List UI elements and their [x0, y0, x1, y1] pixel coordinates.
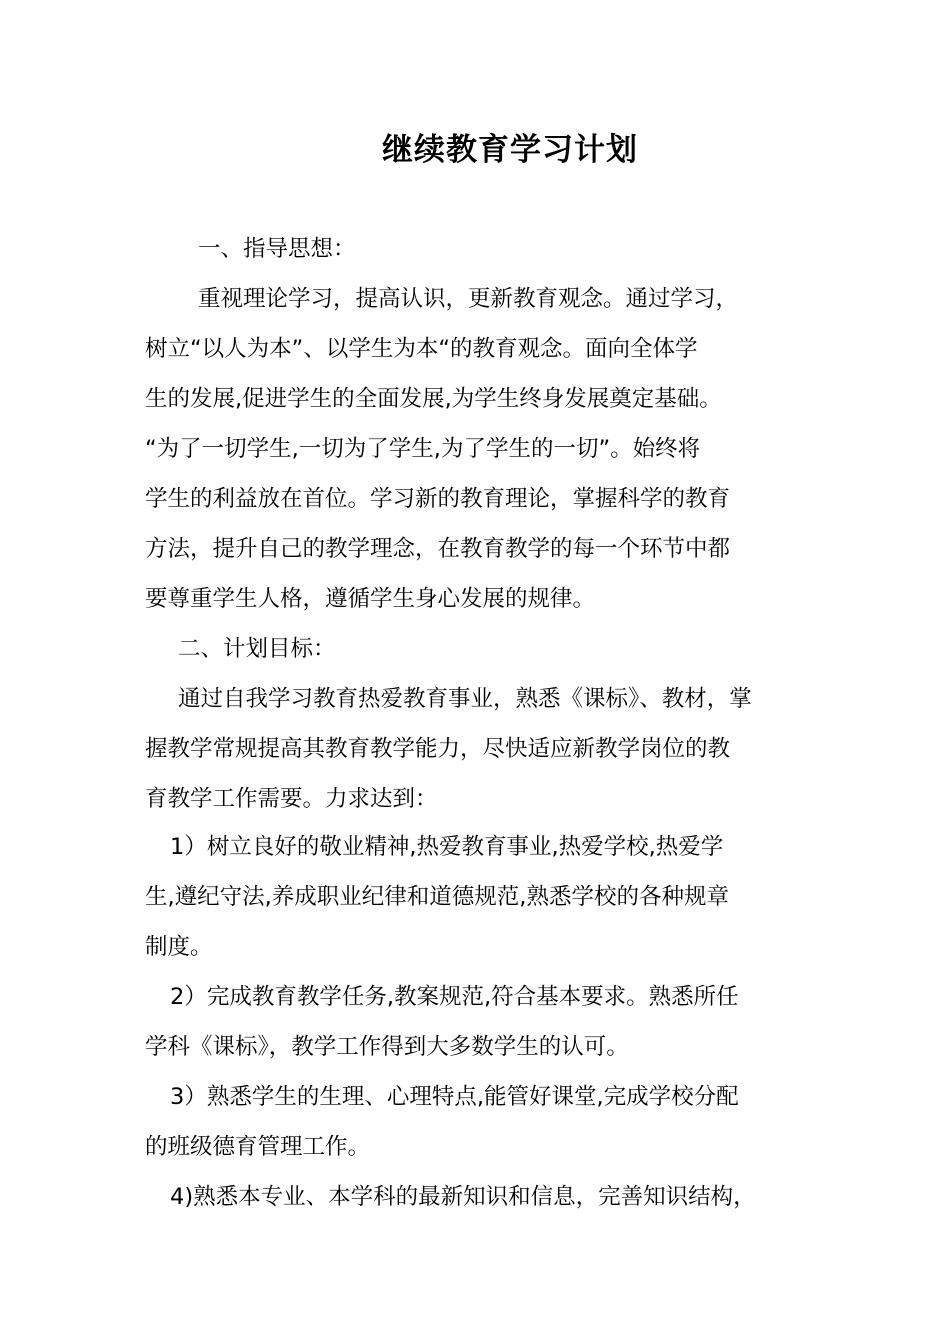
paragraph-line: “为了一切学生,一切为了学生,为了学生的一切”。始终将	[145, 436, 701, 462]
document-title: 继续教育学习计划	[382, 132, 638, 168]
list-item-line: 1）树立良好的敬业精神,热爱教育事业,热爱学校,热爱学	[170, 834, 724, 860]
list-item-line: 学科《课标》，教学工作得到大多数学生的认可。	[145, 1034, 629, 1060]
paragraph-line: 通过自我学习教育热爱教育事业，熟悉《课标》、教材，掌	[178, 686, 752, 712]
paragraph-line: 方法，提升自己的教学理念，在教育教学的每一个环节中都	[145, 536, 731, 562]
paragraph-line: 育教学工作需要。力求达到：	[145, 786, 438, 812]
paragraph-line: 学生的利益放在首位。学习新的教育理论，掌握科学的教育	[145, 486, 731, 512]
list-item-line: 生,遵纪守法,养成职业纪律和道德规范,熟悉学校的各种规章	[145, 884, 729, 910]
section-heading-plan-goals: 二、计划目标：	[178, 636, 336, 662]
paragraph-line: 要尊重学生人格，遵循学生身心发展的规律。	[145, 586, 596, 612]
paragraph-line: 生的发展,促进学生的全面发展,为学生终身发展奠定基础。	[145, 386, 722, 412]
list-item-line: 的班级德育管理工作。	[145, 1134, 371, 1160]
list-item-line: 2）完成教育教学任务,教案规范,符合基本要求。熟悉所任	[170, 984, 739, 1010]
list-item-line: 制度。	[145, 934, 213, 960]
list-item-line: 3）熟悉学生的生理、心理特点,能管好课堂,完成学校分配	[170, 1084, 739, 1110]
paragraph-line: 重视理论学习，提高认识，更新教育观念。通过学习，	[198, 286, 739, 312]
section-heading-guiding-ideology: 一、指导思想：	[198, 236, 356, 262]
paragraph-line: 握教学常规提高其教育教学能力，尽快适应新教学岗位的教	[145, 736, 731, 762]
paragraph-line: 树立“以人为本”、以学生为本“的教育观念。面向全体学	[145, 336, 698, 362]
list-item-line: 4)熟悉本专业、本学科的最新知识和信息，完善知识结构，	[170, 1184, 756, 1210]
